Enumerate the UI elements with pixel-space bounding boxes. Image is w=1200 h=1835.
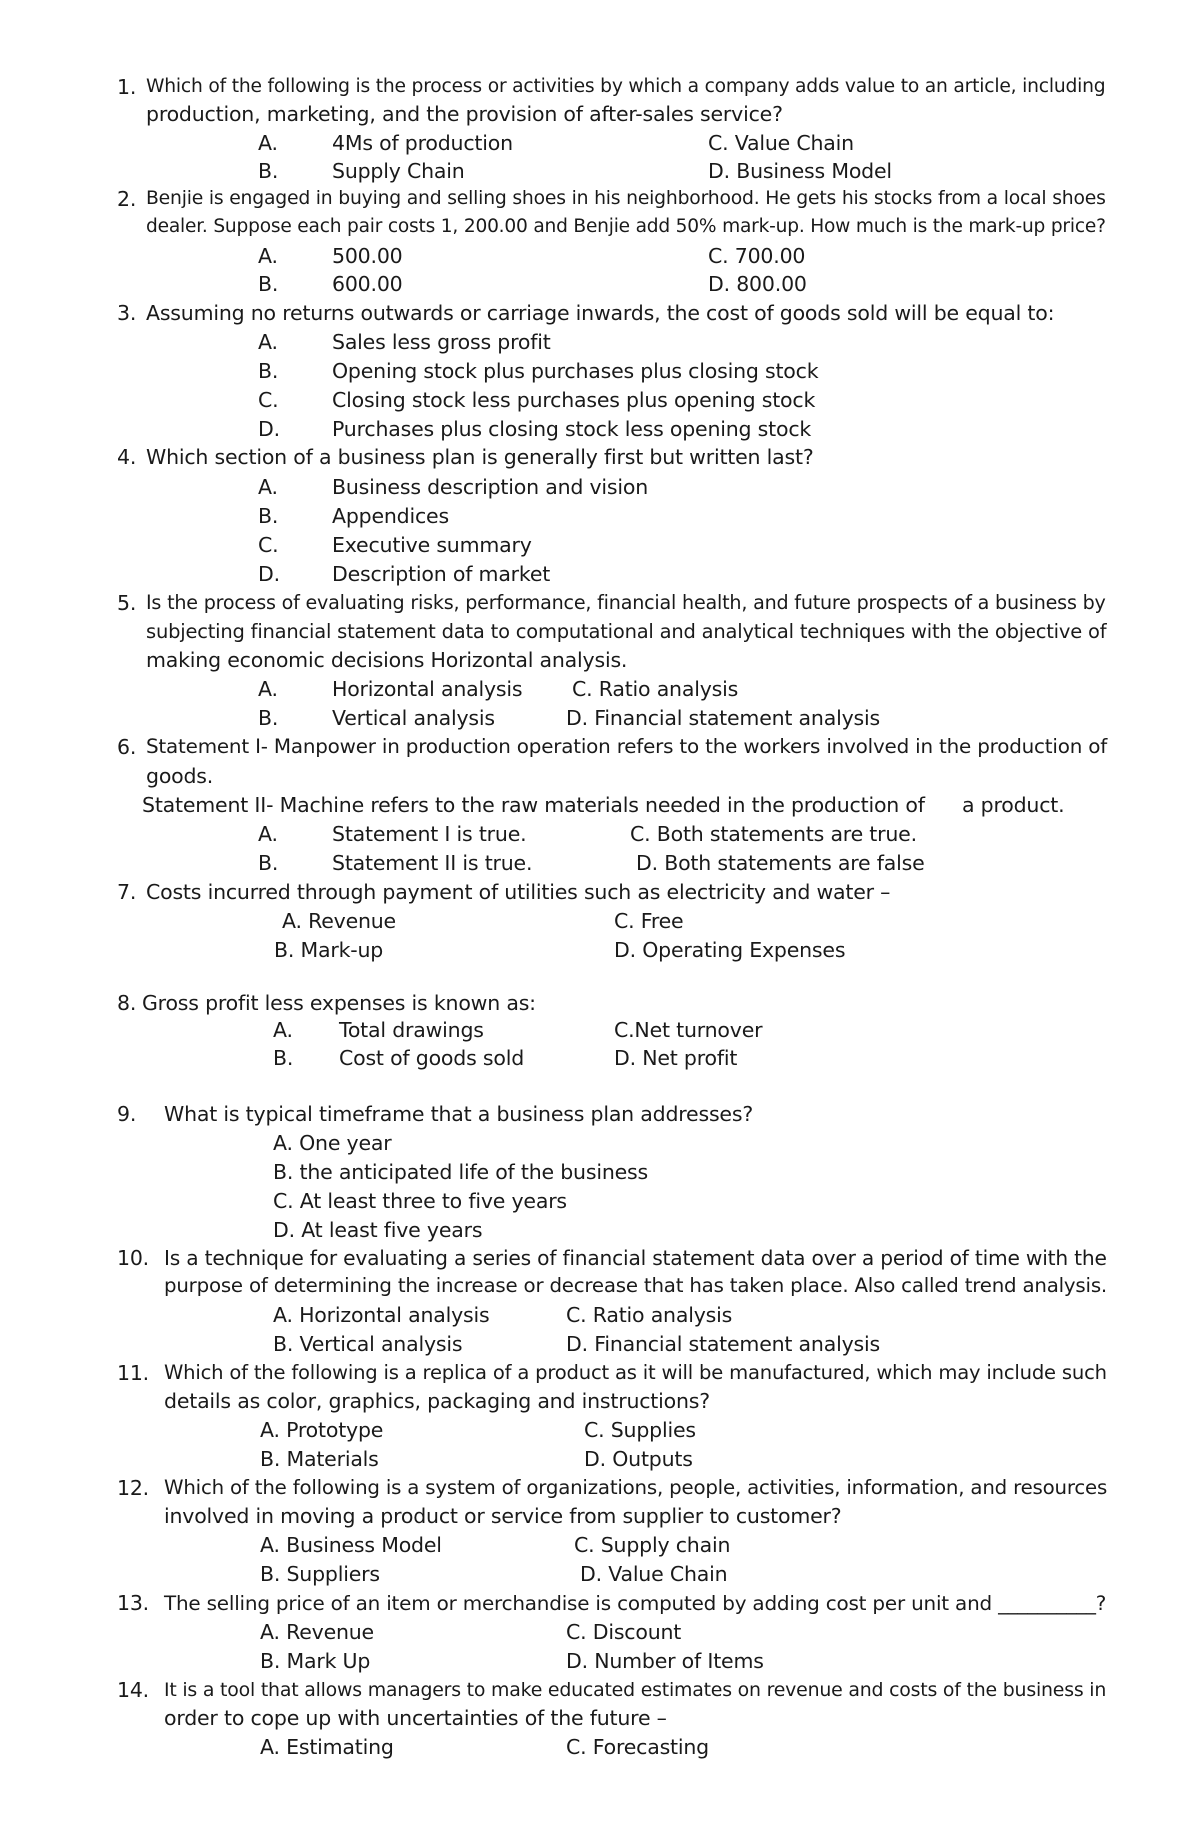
option-text: A. Revenue	[260, 1620, 374, 1644]
option-text: B. Vertical analysis	[273, 1332, 463, 1356]
option-letter: A.	[258, 475, 278, 499]
question-text-line: Statement II- Machine refers to the raw materials needed in the production of	[142, 793, 925, 817]
option-text: B. Materials	[260, 1447, 379, 1471]
question-text-line: order to cope up with uncertainties of the future –	[164, 1706, 667, 1730]
option-text: C. Discount	[566, 1620, 682, 1644]
option-text: B. Mark Up	[260, 1649, 371, 1673]
question-text-line: subjecting financial statement data to computational and analytical techniques with the objective of	[146, 620, 1107, 643]
question-text-line: It is a tool that allows managers to make educated estimates on revenue and costs of the business in	[164, 1679, 1107, 1701]
option-text: C. Value Chain	[708, 131, 854, 155]
option-text: D. Financial statement analysis	[566, 1332, 880, 1356]
option-text: Business description and vision	[332, 475, 649, 499]
option-text: C.Net turnover	[614, 1018, 763, 1042]
question-number: 2.	[117, 187, 137, 211]
option-letter: D.	[258, 417, 280, 441]
option-text: C. Ratio analysis	[572, 677, 739, 701]
question-text-line: The selling price of an item or merchandise is computed by adding cost per unit and __________?	[164, 1591, 1107, 1615]
option-text: A. Revenue	[282, 909, 396, 933]
question-number: 12.	[117, 1476, 150, 1500]
question-text-line: production, marketing, and the provision of after-sales service?	[146, 102, 783, 126]
question-text-line: Which of the following is the process or activities by which a company adds value to an article, including	[146, 76, 1106, 97]
option-letter: B.	[273, 1046, 294, 1070]
option-text: D. Financial statement analysis	[566, 706, 880, 730]
option-letter: B.	[258, 272, 279, 296]
option-text: B. Suppliers	[260, 1562, 380, 1586]
option-text: D. Operating Expenses	[614, 938, 846, 962]
option-text: A. Prototype	[260, 1418, 384, 1442]
option-text: C. Supplies	[584, 1418, 696, 1442]
option-letter: A.	[258, 677, 278, 701]
question-number: 6.	[117, 735, 137, 759]
option-text: Total drawings	[339, 1018, 484, 1042]
question-number: 8.	[117, 991, 137, 1015]
option-text: C. Free	[614, 909, 684, 933]
option-text: Horizontal analysis	[332, 677, 523, 701]
question-text-line: Costs incurred through payment of utilities such as electricity and water –	[146, 880, 891, 904]
option-text: D. Both statements are false	[636, 851, 925, 875]
option-letter: A.	[258, 330, 278, 354]
option-letter: B.	[258, 159, 279, 183]
option-text: D. Business Model	[708, 159, 892, 183]
option-text: Statement II is true.	[332, 851, 533, 875]
option-text: D. Outputs	[584, 1447, 693, 1471]
option-text: Opening stock plus purchases plus closing stock	[332, 359, 819, 383]
option-text: Cost of goods sold	[339, 1046, 525, 1070]
question-number: 11.	[117, 1361, 150, 1385]
question-text-line: details as color, graphics, packaging and instructions?	[164, 1389, 710, 1413]
option-text: Statement I is true.	[332, 822, 527, 846]
question-number: 1.	[117, 75, 137, 99]
option-text: Vertical analysis	[332, 706, 495, 730]
question-text-line: goods.	[146, 764, 214, 788]
option-letter: B.	[258, 706, 279, 730]
option-text: B. Mark-up	[274, 938, 384, 962]
question-text-line: Is a technique for evaluating a series of financial statement data over a period of time with the	[164, 1246, 1107, 1270]
question-text-line: dealer. Suppose each pair costs 1, 200.00 and Benjie add 50% mark-up. How much is the mark-up price?	[146, 216, 1106, 237]
option-text: D. At least five years	[273, 1218, 483, 1242]
question-text-line: Which of the following is a system of organizations, people, activities, information, and resources	[164, 1476, 1108, 1499]
option-text: A. Horizontal analysis	[273, 1303, 490, 1327]
question-text-line: involved in moving a product or service from supplier to customer?	[164, 1504, 842, 1528]
option-letter: B.	[258, 851, 279, 875]
option-letter: B.	[258, 504, 279, 528]
question-text-line: Which of the following is a replica of a product as it will be manufactured, which may include such	[164, 1361, 1107, 1384]
option-letter: D.	[258, 562, 280, 586]
option-letter: C.	[258, 388, 279, 412]
option-letter: A.	[258, 131, 278, 155]
question-number: 9.	[117, 1102, 137, 1126]
question-number: 5.	[117, 591, 137, 615]
question-number: 13.	[117, 1591, 150, 1615]
option-text: A. Estimating	[260, 1735, 394, 1759]
option-text: A. Business Model	[260, 1533, 442, 1557]
option-text: B. the anticipated life of the business	[273, 1160, 648, 1184]
question-number: 10.	[117, 1246, 150, 1270]
question-number: 3.	[117, 301, 137, 325]
option-text: Appendices	[332, 504, 449, 528]
option-text: Supply Chain	[332, 159, 465, 183]
option-text: D. Value Chain	[580, 1562, 728, 1586]
question-number: 14.	[117, 1678, 150, 1702]
option-text: C. At least three to five years	[273, 1189, 567, 1213]
option-text: D. Number of Items	[566, 1649, 764, 1673]
option-text: A. One year	[273, 1131, 392, 1155]
question-text-line: Statement I- Manpower in production operation refers to the workers involved in the production of	[146, 735, 1108, 758]
question-text-line: Gross profit less expenses is known as:	[142, 991, 536, 1015]
option-letter: C.	[258, 533, 279, 557]
option-text: D. Net profit	[614, 1046, 738, 1070]
option-text: C. Supply chain	[574, 1533, 731, 1557]
question-number: 4.	[117, 445, 137, 469]
option-text: 4Ms of production	[332, 131, 513, 155]
option-text: C. Both statements are true.	[630, 822, 917, 846]
option-text: Executive summary	[332, 533, 532, 557]
option-text: Purchases plus closing stock less opening stock	[332, 417, 812, 441]
option-letter: A.	[258, 822, 278, 846]
option-text: 600.00	[332, 272, 403, 296]
option-text: C. Ratio analysis	[566, 1303, 733, 1327]
option-text: Sales less gross profit	[332, 330, 551, 354]
option-letter: A.	[258, 244, 278, 268]
question-number: 7.	[117, 880, 137, 904]
question-text-line: Is the process of evaluating risks, performance, financial health, and future prospects of a business by	[146, 591, 1106, 614]
option-text: C. 700.00	[708, 244, 806, 268]
question-text-line: Assuming no returns outwards or carriage inwards, the cost of goods sold will be equal to:	[146, 301, 1055, 325]
option-text: 500.00	[332, 244, 403, 268]
option-text: D. 800.00	[708, 272, 807, 296]
question-text-line: making economic decisions Horizontal analysis.	[146, 648, 628, 672]
question-text-line: a product.	[962, 793, 1065, 817]
option-letter: A.	[273, 1018, 293, 1042]
option-text: Description of market	[332, 562, 551, 586]
question-text-line: Which section of a business plan is generally first but written last?	[146, 445, 814, 469]
option-text: Closing stock less purchases plus opening stock	[332, 388, 816, 412]
option-letter: B.	[258, 359, 279, 383]
option-text: C. Forecasting	[566, 1735, 709, 1759]
question-text-line: What is typical timeframe that a business plan addresses?	[164, 1102, 753, 1126]
question-text-line: purpose of determining the increase or decrease that has taken place. Also called trend analysis.	[164, 1274, 1107, 1297]
question-text-line: Benjie is engaged in buying and selling shoes in his neighborhood. He gets his stocks from a local shoes	[146, 188, 1106, 209]
